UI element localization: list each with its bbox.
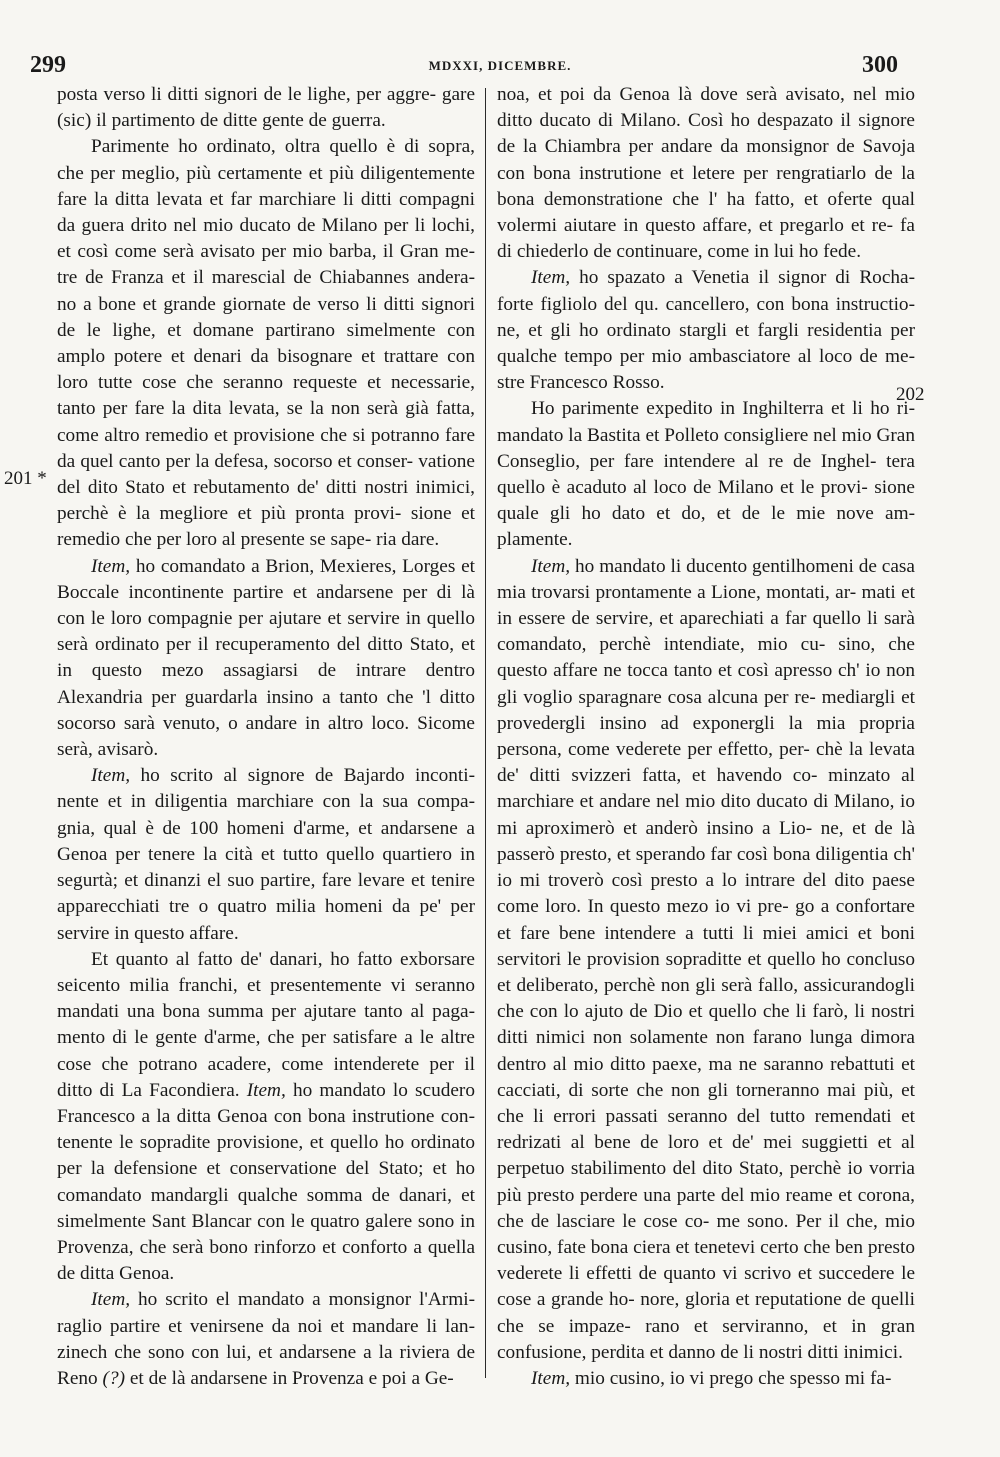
- item-label: Item,: [91, 1289, 131, 1311]
- paragraph: [57, 134, 475, 553]
- paragraph-text: Et quanto al fatto de' danari, ho fatto exborsare seicento milia franchi, et presentemente vi seranno mandati una bona summa per ajutare tanto al paga- mento di le gente d'arme, che per satisfare a le altre cose che potrano acadere, come intenderete per il ditto di La Facondiera.: [57, 948, 475, 1101]
- margin-note-202: 202: [896, 384, 925, 405]
- paragraph-text: et de là andarsene in Provenza e poi a Ge-: [125, 1367, 454, 1389]
- paragraph: [497, 82, 915, 265]
- paragraph-text: posta verso li ditti signori de le lighe, per aggre- gare (sic) il partimento de ditte gente de guerra.: [57, 84, 475, 132]
- paragraph-text: Parimente ho ordinato, oltra quello è di sopra, che per meglio, più certamente et più diligentemente fare la ditta levata et far marchiare li ditti compagni da guera drito nel mio ducato de Milano per li lochi, et così come serà avisato per mio barba, il Gran me- tre de Franza et il marescial de Chiabannes andera- no a bone et grande giornate de verso li ditti signori de le lighe, et domane partirano simelmente con amplo potere et denari da bisognare et trattare con loro tutte cose che seranno requeste et necessarie, tanto per fare la dita levata, se la non serà già fatta, come altro remedio et provisione che si potranno fare da quel canto per la defesa, socorso et conser- vatione del dito Stato et rebutamento de' ditti nostri inimici, perchè è la megliore et più pronta provi- sione et remedio che per loro al presente se sape- ria dare.: [57, 136, 475, 551]
- paragraph: [497, 1366, 915, 1392]
- item-label: Item,: [91, 765, 131, 787]
- running-head-title: MDXXI, DICEMBRE.: [428, 58, 572, 73]
- paragraph-text: mio cusino, io vi prego che spesso mi fa-: [570, 1367, 892, 1389]
- page-number-left: 299: [30, 52, 66, 78]
- paragraph: [57, 763, 475, 946]
- left-column: [57, 82, 475, 1392]
- query-mark: (?): [102, 1367, 126, 1389]
- paragraph-text: ho mandato li ducento gentilhomeni de casa mia trovarsi prontamente a Lione, montati, ar- mati et in essere de servire, et aparechiati a far quello li sarà comandato, perchè intendiate, mio cu- sino, che questo affare ne tocca tanto et così apresso ch' io non gli voglio sparagnare cosa alcuna per re- mediargli et provedergli insino ad exponergli la mia propria persona, come vederete per effetto, per- chè la levata de' ditti svizzeri fatta, et havendo co- minzato al marchiare et andare nel mio dito ducato di Milano, io mi aproximerò et anderò insino a Lio- ne, et de là passerò presto, et sperando far così bona diligentia ch' io mi troverò così presto a lo intrare del dito paese come loro. In questo mezo io vi pre- go a confortare et fare bene intendere a tutti li miei amici et boni servitori le provision sopraditte et quello ho concluso et deliberato, perchè non gli serà fallo, assicurandogli che con lo ajuto de Dio et quello che li farò, li nostri ditti nimici non solamente non farano lunga dimora dentro al mio ditto paexe, ma ne saranno rebattuti et cacciati, di sorte che non gli torneranno mai più, et che li errori passati seranno del tutto remendati et redrizati al bene de loro et de' mei suggietti et al perpetuo stabilimento del dito Stato, perchè io vorria più presto perdere una parte del mio reame et corona, che de lasciare le cose co- me sono. Per il che, mio cusino, fate bona ciera et tenetevi certo che ben presto vederete li effetti de quanto vi scrivo et succedere le cose a grande ho- nore, gloria et reputatione de quelli che se impaze- rano et serviranno, et in gran confusione, perdita et danno de li nostri ditti inimici.: [497, 555, 915, 1363]
- paragraph-text: ho scrito al signore de Bajardo inconti- nente et in diligentia marchiare con la sua compa- gnia, qual è de 100 homeni d'arme, et andarsene a Genoa per tenere la cità et tutto quello quartiero in segurtà; et dinanzi el suo partire, fare levare et tenire apparecchiati tre o quatro milia homeni da pe' per servire in questo affare.: [57, 765, 475, 944]
- paragraph: [497, 265, 915, 396]
- item-label: Item,: [531, 555, 571, 577]
- paragraph-text: ho spazato a Venetia il signor di Rocha- forte figliolo del qu. cancellero, con bona instructio- ne, et gli ho ordinato stargli et fargli residentia per qualche tempo per mio ambasciatore al loco de me- stre Francesco Rosso.: [497, 267, 915, 394]
- paragraph: [497, 396, 915, 553]
- paragraph: [57, 554, 475, 764]
- column-divider: [485, 88, 486, 1378]
- page-number-right: 300: [862, 52, 898, 78]
- paragraph: [497, 554, 915, 1366]
- paragraph-text: ho mandato lo scudero Francesco a la ditta Genoa con bona instrutione con- tenente le sopradite provisione, et quello ho ordinato per la defensione et conservatione del Stato; et ho comandato mandargli qualche somma de danari, et simelmente Sant Blancar con le quatro galere sono in Provenza, che serà bono rinforzo et conforto a quella de ditta Genoa.: [57, 1079, 475, 1285]
- paragraph: [57, 947, 475, 1288]
- right-column: [497, 82, 915, 1392]
- paragraph: [57, 1287, 475, 1392]
- paragraph-text: ho scrito el mandato a monsignor l'Armi- raglio partire et venirsene da noi et mandare li lan- zinech che sono con lui, et andarsene a la riviera de Reno: [57, 1289, 475, 1389]
- item-label: Item,: [531, 1367, 571, 1389]
- margin-note-201: 201 *: [4, 468, 47, 489]
- paragraph: [57, 82, 475, 134]
- item-label: Item,: [531, 267, 571, 289]
- paragraph-text: noa, et poi da Genoa là dove serà avisato, nel mio ditto ducato di Milano. Così ho despazato il signore de la Chiambra per andare da monsignor de Savoja con bona instrutione et letere per rengratiarlo de la bona demonstratione che l' ha fatto, et oferte qual volermi aiutare in questo affare, et pregarlo et re- fa di chiederlo de continuare, come in lui ho fede.: [497, 84, 915, 263]
- item-label: Item,: [246, 1079, 286, 1101]
- paragraph-text: Ho parimente expedito in Inghilterra et li ho ri- mandato la Bastita et Polleto consigliere nel mio Gran Conseglio, per fare intendere al re de Inghel- tera quello è acaduto al loco de Milano et le provi- sione quale gli ho dato et do, et de le mie nove am- plamente.: [497, 398, 915, 551]
- paragraph-text: ho comandato a Brion, Mexieres, Lorges et Boccale incontinente partire et andarsene per di là con le loro compagnie per ajutare et servire in quello serà ordinato per il recuperamento del ditto Stato, et in questo mezo assagiarsi de intrare dentro Alexandria per guardarla insino a tanto che 'l ditto socorso sarà venuto, o andare in altro loco. Sicome serà, avisarò.: [57, 555, 475, 761]
- item-label: Item,: [91, 555, 131, 577]
